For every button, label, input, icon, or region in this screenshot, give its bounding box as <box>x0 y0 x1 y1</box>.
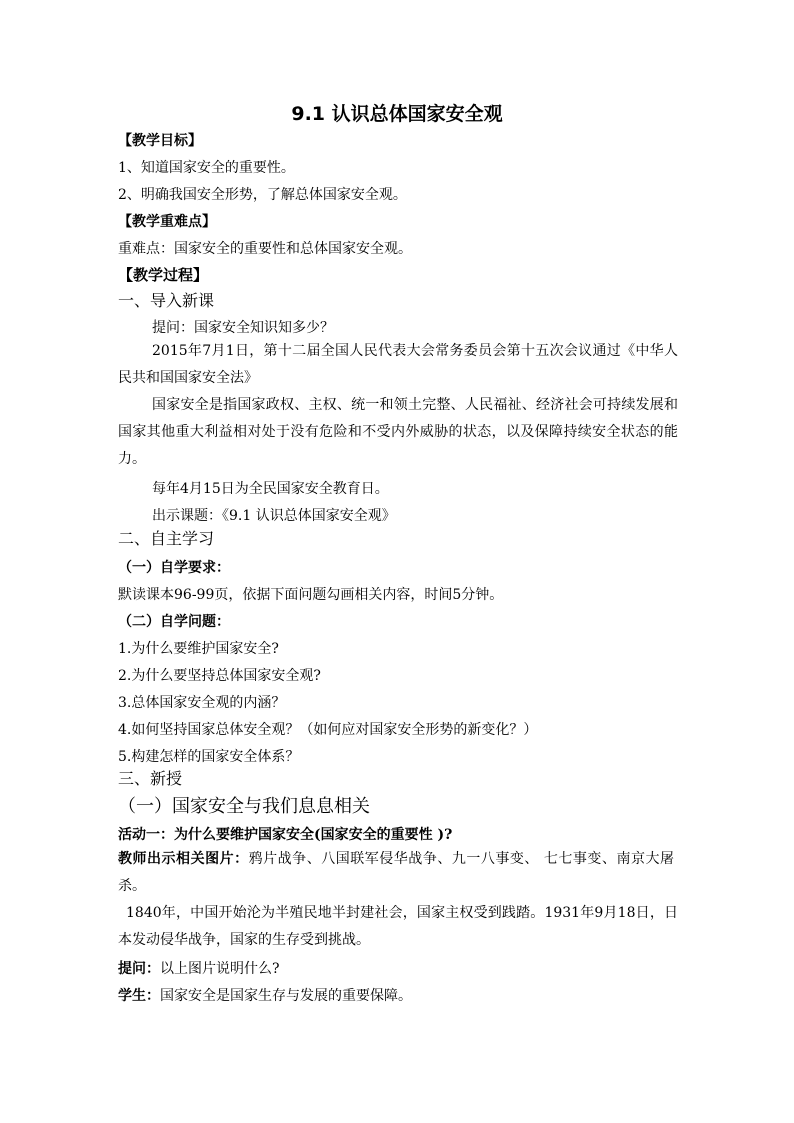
part2-heading: 二、自主学习 <box>118 529 215 548</box>
teacher-label: 教师出示相关图片： <box>118 851 249 867</box>
lesson-topic: 出示课题：《9.1 认识总体国家安全观》 <box>152 508 396 524</box>
page-title: 9.1 认识总体国家安全观 <box>291 103 503 125</box>
subsection-heading: （一）国家安全与我们息息相关 <box>118 796 370 817</box>
student-line <box>118 987 412 1005</box>
process-heading: 【教学过程】 <box>118 266 209 284</box>
student-label: 学生： <box>118 988 160 1004</box>
questions-heading: （二）自学问题： <box>118 614 230 630</box>
teacher-text: 鸦片战争、八国联军侵华战争、九一八事变、 七七事变、南京大屠杀。 <box>118 851 675 894</box>
ask-text: 以上图片说明什么? <box>160 961 280 977</box>
study-question: 2.为什么要坚持总体国家安全观? <box>118 668 321 684</box>
law-fact: 2015年7月1日，第十二届全国人民代表大会常务委员会第十五次会议通过《中华人民共和国国家安全法》 <box>118 343 678 386</box>
intro-question: 提问：国家安全知识知多少？ <box>152 320 334 336</box>
goal-item: 2、明确我国安全形势，了解总体国家安全观。 <box>118 187 407 203</box>
history-paragraph: 1840年，中国开始沦为半殖民地半封建社会，国家主权受到践踏。1931年9月18日，日本发动侵华战争，国家的生存受到挑战。 <box>118 905 678 948</box>
education-day: 每年4月15日为全民国家安全教育日。 <box>152 481 389 497</box>
goal-item: 1、知道国家安全的重要性。 <box>118 160 295 176</box>
security-definition: 国家安全是指国家政权、主权、统一和领土完整、人民福祉、经济社会可持续发展和国家其他重大利益相对处于没有危险和不受内外威胁的状态，以及保障持续安全状态的能力。 <box>118 397 678 467</box>
student-text: 国家安全是国家生存与发展的重要保障。 <box>160 988 412 1004</box>
part1-heading: 一、导入新课 <box>118 291 215 310</box>
teacher-paragraph <box>118 846 674 900</box>
requirement-text: 默读课本96-99页，依据下面问题勾画相关内容，时间5分钟。 <box>118 587 504 603</box>
key-points-text: 重难点：国家安全的重要性和总体国家安全观。 <box>118 241 412 257</box>
study-question: 4.如何坚持国家总体安全观？（如何应对国家安全形势的新变化？） <box>118 722 538 738</box>
requirement-heading: （一）自学要求： <box>118 560 230 576</box>
goals-heading: 【教学目标】 <box>118 133 202 149</box>
key-points-heading: 【教学重难点】 <box>118 214 216 230</box>
study-question: 5.构建怎样的国家安全体系？ <box>118 749 300 765</box>
study-question: 3.总体国家安全观的内涵？ <box>118 695 286 711</box>
part3-heading: 三、新授 <box>118 769 183 788</box>
ask-label: 提问： <box>118 961 160 977</box>
ask-line <box>118 960 280 978</box>
study-question: 1.为什么要维护国家安全? <box>118 641 279 657</box>
activity-heading: 活动一：为什么要维护国家安全(国家安全的重要性 )? <box>118 827 453 843</box>
